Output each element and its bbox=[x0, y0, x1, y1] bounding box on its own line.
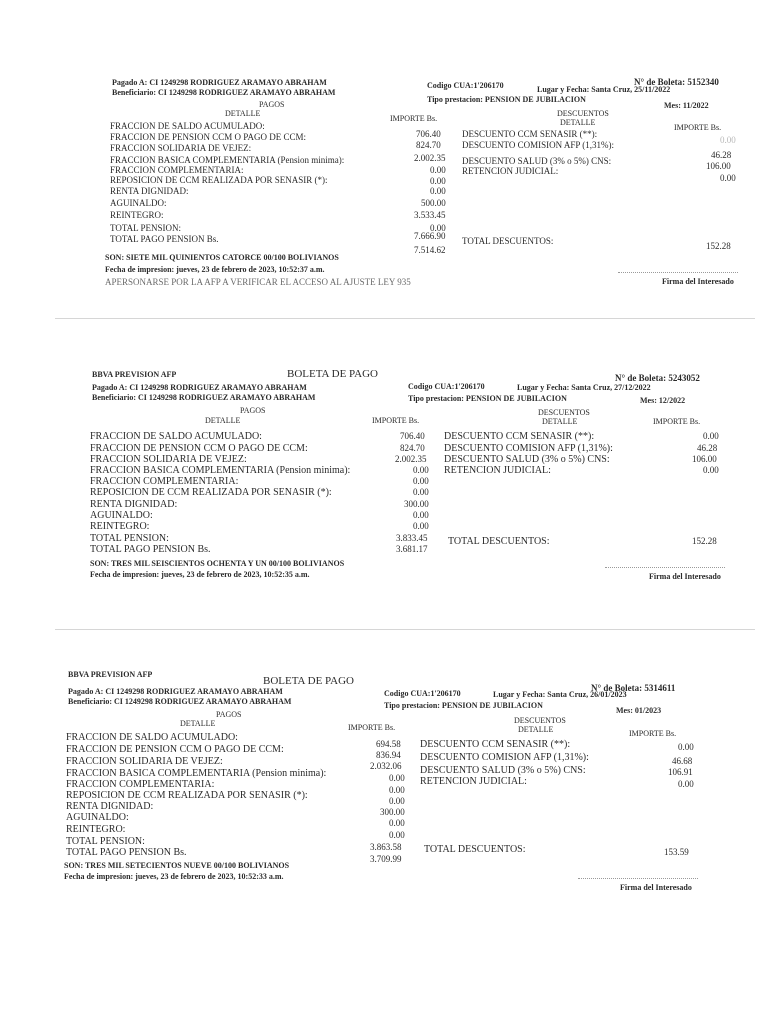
beneficiario: Beneficiario: CI 1249298 RODRIGUEZ ARAMAYO ABRAHAM bbox=[112, 88, 336, 97]
pago-value: 0.00 bbox=[430, 176, 446, 186]
total-descuentos-value: 153.59 bbox=[664, 847, 689, 857]
mes: Mes: 01/2023 bbox=[616, 706, 662, 715]
pago-label: FRACCION DE PENSION CCM O PAGO DE CCM: bbox=[66, 744, 284, 755]
pago-label: REPOSICION DE CCM REALIZADA POR SENASIR (*): bbox=[90, 487, 332, 498]
pago-value: 0.00 bbox=[389, 796, 405, 806]
pago-value: 3.863.58 bbox=[370, 842, 402, 852]
boleta-title: BOLETA DE PAGO bbox=[287, 368, 378, 380]
pago-label: RENTA DIGNIDAD: bbox=[110, 186, 189, 196]
afp-name: BBVA PREVISION AFP bbox=[68, 670, 153, 679]
codigo-cua: Codigo CUA:1'206170 bbox=[427, 81, 504, 90]
pago-label: REPOSICION DE CCM REALIZADA POR SENASIR (*): bbox=[110, 175, 328, 185]
pagado-a: Pagado A: CI 1249298 RODRIGUEZ ARAMAYO ABRAHAM bbox=[68, 687, 283, 696]
pago-value: 0.00 bbox=[413, 465, 429, 475]
desc-detalle-header: DETALLE bbox=[518, 725, 554, 734]
descuentos-header: DESCUENTOS bbox=[538, 408, 590, 417]
pago-label: FRACCION COMPLEMENTARIA: bbox=[110, 165, 244, 175]
descuento-value: 0.00 bbox=[678, 742, 694, 752]
son-text: SON: TRES MIL SEISCIENTOS OCHENTA Y UN 00/100 BOLIVIANOS bbox=[90, 559, 345, 568]
descuento-value: 0.00 bbox=[678, 779, 694, 789]
fecha-impresion: Fecha de impresion: jueves, 23 de febrero de 2023, 10:52:33 a.m. bbox=[64, 872, 284, 881]
total-descuentos-value: 152.28 bbox=[692, 536, 717, 546]
pago-label: REINTEGRO: bbox=[110, 210, 164, 220]
descuento-value: 106.91 bbox=[668, 767, 693, 777]
descuento-label: DESCUENTO COMISION AFP (1,31%): bbox=[420, 752, 589, 763]
tipo-prestacion: Tipo prestacion: PENSION DE JUBILACION bbox=[384, 701, 543, 710]
pago-value: 706.40 bbox=[400, 431, 425, 441]
pago-label: FRACCION COMPLEMENTARIA: bbox=[66, 779, 215, 790]
pago-label: FRACCION DE SALDO ACUMULADO: bbox=[66, 732, 238, 743]
pago-label: FRACCION SOLIDARIA DE VEJEZ: bbox=[66, 756, 223, 767]
pago-label: TOTAL PENSION: bbox=[110, 223, 182, 233]
descuento-label: RETENCION JUDICIAL: bbox=[444, 465, 551, 476]
pago-value: 706.40 bbox=[416, 129, 441, 139]
signature-line bbox=[605, 567, 725, 568]
signature-line bbox=[618, 272, 738, 273]
fecha-impresion: Fecha de impresion: jueves, 23 de febrero de 2023, 10:52:37 a.m. bbox=[105, 265, 325, 274]
pagado-a: Pagado A: CI 1249298 RODRIGUEZ ARAMAYO ABRAHAM bbox=[92, 383, 307, 392]
descuento-value: 0.00 bbox=[703, 465, 719, 475]
desc-detalle-header: DETALLE bbox=[542, 417, 578, 426]
lugar-fecha: Lugar y Fecha: Santa Cruz, 26/01/2023 bbox=[493, 690, 627, 699]
pago-label: AGUINALDO: bbox=[90, 510, 153, 521]
pago-label: REPOSICION DE CCM REALIZADA POR SENASIR (*): bbox=[66, 790, 308, 801]
firma-interesado: Firma del Interesado bbox=[620, 883, 692, 892]
son-text: SON: SIETE MIL QUINIENTOS CATORCE 00/100 BOLIVIANOS bbox=[105, 253, 339, 262]
pago-label: FRACCION BASICA COMPLEMENTARIA (Pension minima): bbox=[66, 768, 327, 779]
pago-value: 0.00 bbox=[389, 830, 405, 840]
pagos-header: PAGOS bbox=[259, 100, 285, 109]
detalle-header: DETALLE bbox=[205, 416, 241, 425]
pago-value: 2.002.35 bbox=[395, 454, 427, 464]
pago-value: 824.70 bbox=[400, 443, 425, 453]
pago-value: 694.58 bbox=[376, 739, 401, 749]
pago-value: 0.00 bbox=[389, 785, 405, 795]
descuentos-header: DESCUENTOS bbox=[514, 716, 566, 725]
descuento-value: 46.68 bbox=[672, 756, 693, 766]
pago-value: 836.94 bbox=[376, 750, 401, 760]
pagado-a: Pagado A: CI 1249298 RODRIGUEZ ARAMAYO ABRAHAM bbox=[112, 78, 327, 87]
descuento-label: DESCUENTO CCM SENASIR (**): bbox=[462, 129, 598, 139]
descuento-label: DESCUENTO CCM SENASIR (**): bbox=[420, 739, 571, 750]
desc-importe-header: IMPORTE Bs. bbox=[629, 729, 677, 738]
pago-label: TOTAL PENSION: bbox=[66, 836, 145, 847]
afp-name: BBVA PREVISION AFP bbox=[92, 370, 177, 379]
total-descuentos-label: TOTAL DESCUENTOS: bbox=[424, 844, 526, 855]
pago-value: 2.032.06 bbox=[370, 761, 402, 771]
total-descuentos-value: 152.28 bbox=[706, 241, 731, 251]
pago-value: 2.002.35 bbox=[414, 153, 446, 163]
pago-value: 7.666.90 bbox=[414, 231, 446, 241]
numero-boleta: N° de Boleta: 5152340 bbox=[634, 77, 719, 87]
pago-label: RENTA DIGNIDAD: bbox=[90, 499, 178, 510]
descuento-value: 106.00 bbox=[706, 161, 731, 171]
pago-value: 500.00 bbox=[421, 198, 446, 208]
importe-header: IMPORTE Bs. bbox=[348, 723, 396, 732]
pago-value: 0.00 bbox=[430, 165, 446, 175]
pago-label: TOTAL PENSION: bbox=[90, 533, 169, 544]
desc-importe-header: IMPORTE Bs. bbox=[653, 417, 701, 426]
pago-label: REINTEGRO: bbox=[66, 824, 126, 835]
pago-value: 0.00 bbox=[413, 476, 429, 486]
descuentos-header: DESCUENTOS bbox=[557, 109, 609, 118]
mes: Mes: 12/2022 bbox=[640, 396, 686, 405]
pago-label: TOTAL PAGO PENSION Bs. bbox=[110, 234, 219, 244]
pago-label: TOTAL PAGO PENSION Bs. bbox=[66, 847, 187, 858]
note-ajuste: APERSONARSE POR LA AFP A VERIFICAR EL ACCESO AL AJUSTE LEY 935 bbox=[105, 277, 411, 287]
pago-value: 0.00 bbox=[389, 773, 405, 783]
descuento-label: DESCUENTO SALUD (3% o 5%) CNS: bbox=[420, 765, 586, 776]
pagos-header: PAGOS bbox=[240, 406, 266, 415]
descuento-value: 46.28 bbox=[697, 443, 718, 453]
slip-separator bbox=[55, 629, 755, 630]
pago-value: 300.00 bbox=[380, 807, 405, 817]
pago-value: 0.00 bbox=[413, 521, 429, 531]
lugar-fecha: Lugar y Fecha: Santa Cruz, 27/12/2022 bbox=[517, 383, 651, 392]
pago-value: 0.00 bbox=[430, 186, 446, 196]
son-text: SON: TRES MIL SETECIENTOS NUEVE 00/100 BOLIVIANOS bbox=[64, 861, 290, 870]
pago-label: RENTA DIGNIDAD: bbox=[66, 801, 154, 812]
pago-value: 3.709.99 bbox=[370, 854, 402, 864]
descuento-label: RETENCION JUDICIAL: bbox=[462, 166, 559, 176]
pago-value: 0.00 bbox=[389, 818, 405, 828]
pago-label: FRACCION SOLIDARIA DE VEJEZ: bbox=[110, 143, 252, 153]
descuento-label: DESCUENTO SALUD (3% o 5%) CNS: bbox=[444, 454, 610, 465]
boleta-title: BOLETA DE PAGO bbox=[263, 675, 354, 687]
detalle-header: DETALLE bbox=[180, 719, 216, 728]
tipo-prestacion: Tipo prestacion: PENSION DE JUBILACION bbox=[427, 95, 586, 104]
pago-label: AGUINALDO: bbox=[66, 812, 129, 823]
pago-label: AGUINALDO: bbox=[110, 198, 167, 208]
pago-value: 0.00 bbox=[413, 487, 429, 497]
descuento-value: 0.00 bbox=[703, 431, 719, 441]
beneficiario: Beneficiario: CI 1249298 RODRIGUEZ ARAMAYO ABRAHAM bbox=[92, 393, 316, 402]
pago-label: TOTAL PAGO PENSION Bs. bbox=[90, 544, 211, 555]
detalle-header: DETALLE bbox=[225, 109, 261, 118]
pago-label: FRACCION COMPLEMENTARIA: bbox=[90, 476, 239, 487]
descuento-label: DESCUENTO CCM SENASIR (**): bbox=[444, 431, 595, 442]
total-descuentos-label: TOTAL DESCUENTOS: bbox=[462, 236, 554, 246]
pago-value: 3.681.17 bbox=[396, 544, 428, 554]
numero-boleta: N° de Boleta: 5314611 bbox=[591, 683, 676, 693]
descuento-label: DESCUENTO COMISION AFP (1,31%): bbox=[462, 140, 615, 150]
descuento-label: DESCUENTO COMISION AFP (1,31%): bbox=[444, 443, 613, 454]
pago-label: FRACCION SOLIDARIA DE VEJEZ: bbox=[90, 454, 247, 465]
descuento-value: 46.28 bbox=[711, 150, 732, 160]
descuento-label: DESCUENTO SALUD (3% o 5%) CNS: bbox=[462, 156, 612, 166]
pago-label: FRACCION BASICA COMPLEMENTARIA (Pension minima): bbox=[90, 465, 351, 476]
pago-label: FRACCION DE PENSION CCM O PAGO DE CCM: bbox=[110, 132, 306, 142]
pago-value: 824.70 bbox=[416, 140, 441, 150]
descuento-value: 0.00 bbox=[720, 135, 736, 145]
beneficiario: Beneficiario: CI 1249298 RODRIGUEZ ARAMAYO ABRAHAM bbox=[68, 697, 292, 706]
slip-separator bbox=[55, 318, 755, 319]
importe-header: IMPORTE Bs. bbox=[372, 416, 420, 425]
pago-value: 3.833.45 bbox=[396, 533, 428, 543]
firma-interesado: Firma del Interesado bbox=[649, 572, 721, 581]
total-descuentos-label: TOTAL DESCUENTOS: bbox=[448, 536, 550, 547]
pago-value: 0.00 bbox=[413, 510, 429, 520]
pago-label: FRACCION DE SALDO ACUMULADO: bbox=[90, 431, 262, 442]
pago-label: REINTEGRO: bbox=[90, 521, 150, 532]
lugar-fecha: Lugar y Fecha: Santa Cruz, 25/11/2022 bbox=[537, 85, 671, 94]
firma-interesado: Firma del Interesado bbox=[662, 277, 734, 286]
importe-header: IMPORTE Bs. bbox=[390, 114, 438, 123]
codigo-cua: Codigo CUA:1'206170 bbox=[384, 689, 461, 698]
codigo-cua: Codigo CUA:1'206170 bbox=[408, 382, 485, 391]
pago-label: FRACCION DE SALDO ACUMULADO: bbox=[110, 121, 265, 131]
son-value: 7.514.62 bbox=[414, 245, 446, 255]
desc-importe-header: IMPORTE Bs. bbox=[674, 123, 722, 132]
pago-value: 300.00 bbox=[404, 499, 429, 509]
pago-label: FRACCION DE PENSION CCM O PAGO DE CCM: bbox=[90, 443, 308, 454]
mes: Mes: 11/2022 bbox=[664, 101, 709, 110]
pago-value: 0.00 bbox=[430, 223, 446, 233]
pago-label: FRACCION BASICA COMPLEMENTARIA (Pension minima): bbox=[110, 155, 345, 165]
pago-value: 3.533.45 bbox=[414, 210, 446, 220]
signature-line bbox=[578, 878, 698, 879]
desc-detalle-header: DETALLE bbox=[560, 118, 596, 127]
numero-boleta: N° de Boleta: 5243052 bbox=[615, 373, 700, 383]
descuento-value: 0.00 bbox=[720, 173, 736, 183]
descuento-label: RETENCION JUDICIAL: bbox=[420, 776, 527, 787]
fecha-impresion: Fecha de impresion: jueves, 23 de febrero de 2023, 10:52:35 a.m. bbox=[90, 570, 310, 579]
descuento-value: 106.00 bbox=[692, 454, 717, 464]
pagos-header: PAGOS bbox=[216, 710, 242, 719]
tipo-prestacion: Tipo prestacion: PENSION DE JUBILACION bbox=[408, 394, 567, 403]
